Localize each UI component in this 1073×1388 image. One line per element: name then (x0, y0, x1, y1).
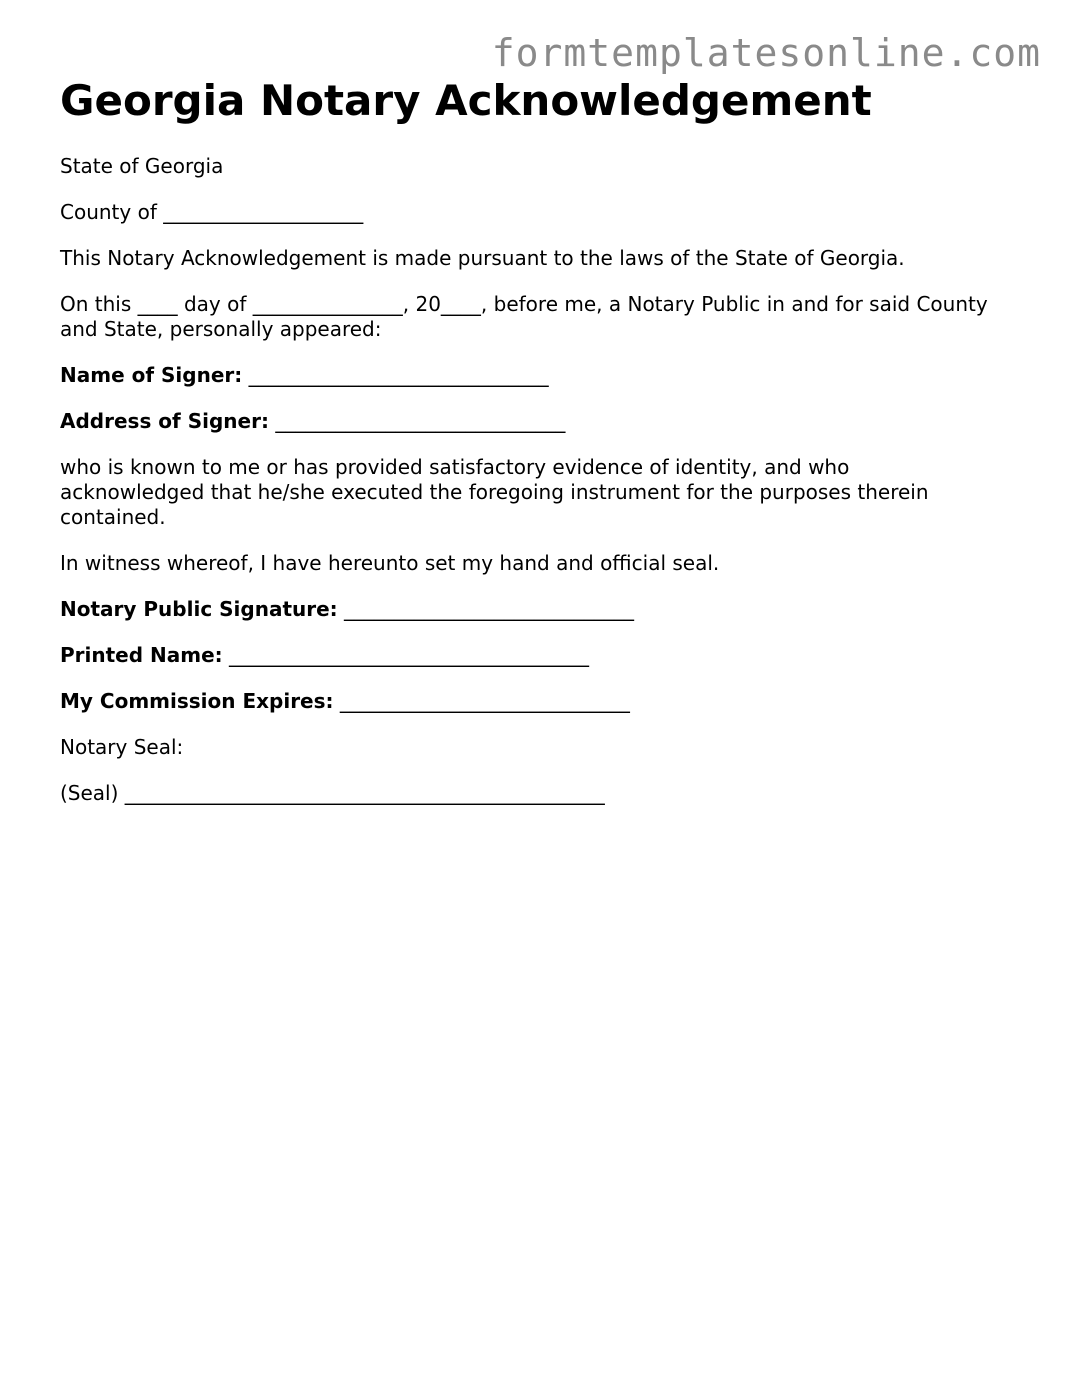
name-of-signer-field (60, 363, 1000, 388)
date-statement: On this ____ day of _______________, 20____, before me, a Notary Public in and for said County and State, personally appeared: (60, 292, 995, 341)
page-title: Georgia Notary Acknowledgement (60, 76, 872, 125)
county-field (60, 200, 1000, 225)
address-of-signer-field (60, 409, 1000, 434)
county-label: County of (60, 200, 157, 224)
witness-statement: In witness whereof, I have hereunto set my hand and official seal. (60, 551, 720, 575)
commission-expires-label: My Commission Expires: (60, 689, 334, 713)
state-line: State of Georgia (60, 154, 224, 178)
name-of-signer-label: Name of Signer: (60, 363, 243, 387)
address-of-signer-label: Address of Signer: (60, 409, 269, 433)
printed-name-field (60, 643, 1000, 668)
commission-expires-blank[interactable]: _____________________________ (339, 689, 630, 713)
county-blank[interactable]: ____________________ (163, 200, 364, 224)
address-of-signer-blank[interactable]: _____________________________ (275, 409, 566, 433)
printed-name-blank[interactable]: ____________________________________ (229, 643, 590, 667)
notary-seal-label: Notary Seal: (60, 735, 184, 759)
seal-field (60, 781, 1000, 806)
intro-statement: This Notary Acknowledgement is made pursuant to the laws of the State of Georgia. (60, 246, 905, 270)
notary-signature-field (60, 597, 1000, 622)
name-of-signer-blank[interactable]: ______________________________ (248, 363, 549, 387)
identity-statement: who is known to me or has provided satisfactory evidence of identity, and who acknowledged that he/she executed the foregoing instrument for the purposes therein contained. (60, 455, 935, 529)
document-body (60, 154, 1000, 827)
notary-signature-blank[interactable]: _____________________________ (344, 597, 635, 621)
notary-signature-label: Notary Public Signature: (60, 597, 338, 621)
seal-blank[interactable]: ________________________________________________ (124, 781, 605, 805)
commission-expires-field (60, 689, 1000, 714)
seal-label: (Seal) (60, 781, 119, 805)
watermark: formtemplatesonline.com (491, 31, 1041, 75)
printed-name-label: Printed Name: (60, 643, 223, 667)
